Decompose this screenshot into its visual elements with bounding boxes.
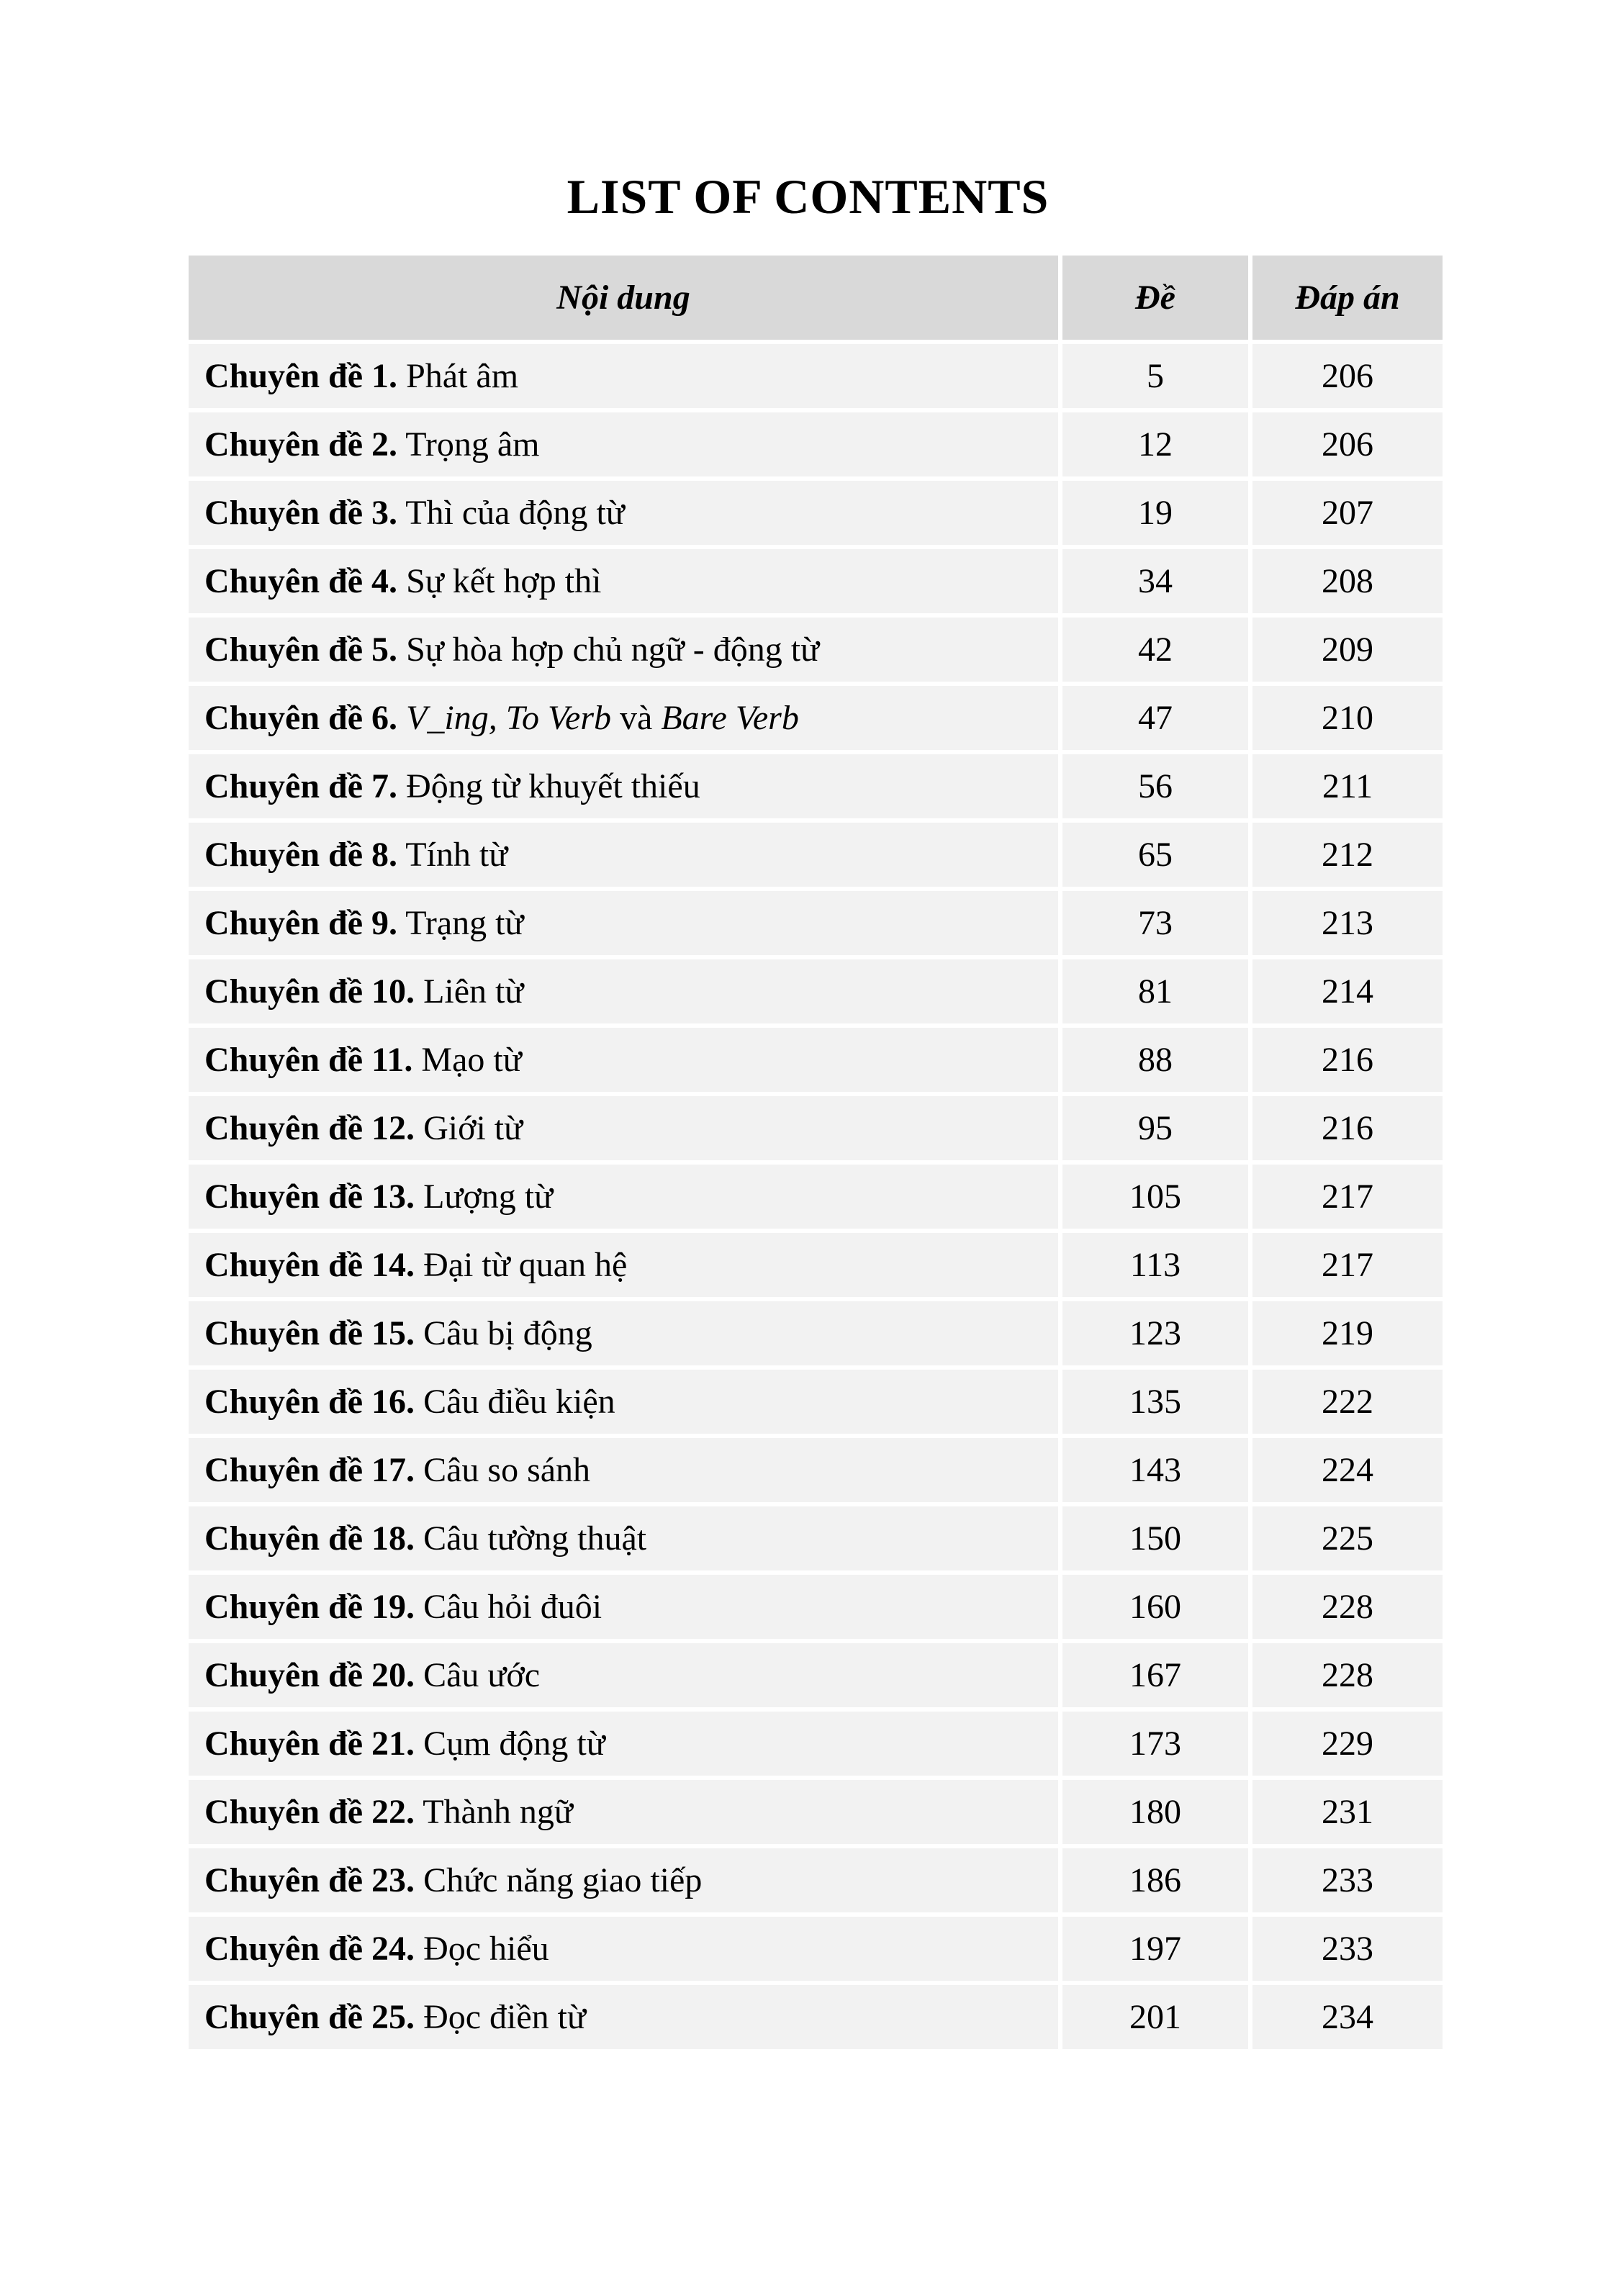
dap-an-page-cell: 219 [1252,1301,1443,1365]
topic-text: Cụm động từ [423,1725,605,1763]
topic-cell [189,412,1058,476]
de-page-cell: 19 [1062,481,1248,545]
topic-cell [189,1780,1058,1844]
de-page-cell: 186 [1062,1848,1248,1912]
header-de: Đề [1062,256,1248,340]
dap-an-page-cell: 233 [1252,1848,1443,1912]
header-noi-dung: Nội dung [189,256,1058,340]
de-page-cell: 73 [1062,891,1248,955]
topic-cell [189,1096,1058,1160]
topic-text: Trạng từ [405,904,524,942]
chapter-label: Chuyên đề 13. [204,1178,415,1216]
table-row [189,1438,1443,1502]
dap-an-page-cell: 207 [1252,481,1443,545]
de-page-cell: 113 [1062,1233,1248,1297]
dap-an-page-cell: 209 [1252,618,1443,682]
de-page-cell: 135 [1062,1370,1248,1434]
dap-an-page-cell: 228 [1252,1643,1443,1707]
dap-an-page-cell: 217 [1252,1233,1443,1297]
topic-text: Câu tường thuật [423,1519,647,1558]
topic-text: Câu điều kiện [423,1383,615,1421]
topic-cell [189,1165,1058,1229]
de-page-cell: 105 [1062,1165,1248,1229]
dap-an-page-cell: 228 [1252,1575,1443,1639]
chapter-label: Chuyên đề 4. [204,562,398,600]
topic-cell [189,959,1058,1023]
table-row [189,1165,1443,1229]
dap-an-page-cell: 229 [1252,1712,1443,1776]
de-page-cell: 95 [1062,1096,1248,1160]
topic-cell [189,1028,1058,1092]
topic-text: Lượng từ [423,1178,554,1216]
topic-cell [189,549,1058,613]
chapter-label: Chuyên đề 10. [204,972,415,1011]
de-page-cell: 88 [1062,1028,1248,1092]
table-row [189,1028,1443,1092]
topic-text: Chức năng giao tiếp [423,1861,703,1899]
de-page-cell: 65 [1062,823,1248,887]
de-page-cell: 201 [1062,1985,1248,2049]
dap-an-page-cell: 234 [1252,1985,1443,2049]
topic-text: Động từ khuyết thiếu [406,767,700,805]
table-row [189,1917,1443,1981]
chapter-label: Chuyên đề 9. [204,904,398,942]
topic-text: Mạo từ [421,1041,522,1079]
table-row [189,1301,1443,1365]
dap-an-page-cell: 211 [1252,754,1443,818]
chapter-label: Chuyên đề 7. [204,767,398,805]
chapter-label: Chuyên đề 3. [204,494,398,532]
table-row [189,618,1443,682]
table-row [189,959,1443,1023]
chapter-label: Chuyên đề 23. [204,1861,415,1899]
table-row [189,1506,1443,1570]
topic-text: Câu bị động [423,1314,592,1352]
dap-an-page-cell: 216 [1252,1028,1443,1092]
topic-text: Đọc điền từ [423,1998,587,2036]
topic-cell [189,1438,1058,1502]
topic-text: V_ing, To Verb [406,699,611,737]
table-row [189,1643,1443,1707]
chapter-label: Chuyên đề 2. [204,425,398,464]
topic-cell [189,481,1058,545]
chapter-label: Chuyên đề 5. [204,631,398,669]
topic-text: Đọc hiểu [423,1930,549,1968]
chapter-label: Chuyên đề 6. [204,699,398,737]
topic-text: Sự hòa hợp chủ ngữ - động từ [406,631,820,669]
dap-an-page-cell: 210 [1252,686,1443,750]
de-page-cell: 5 [1062,344,1248,408]
table-row [189,344,1443,408]
topic-cell [189,1643,1058,1707]
topic-text: Phát âm [406,357,519,395]
topic-text: Đại từ quan hệ [423,1246,628,1284]
chapter-label: Chuyên đề 19. [204,1588,415,1626]
dap-an-page-cell: 206 [1252,412,1443,476]
de-page-cell: 173 [1062,1712,1248,1776]
table-row [189,686,1443,750]
topic-text: Trọng âm [405,425,540,464]
dap-an-page-cell: 212 [1252,823,1443,887]
topic-cell [189,823,1058,887]
chapter-label: Chuyên đề 16. [204,1383,415,1421]
topic-cell [189,1848,1058,1912]
topic-cell [189,1575,1058,1639]
de-page-cell: 12 [1062,412,1248,476]
dap-an-page-cell: 213 [1252,891,1443,955]
topic-text: Tính từ [405,836,508,874]
table-row [189,1780,1443,1844]
header-dap-an: Đáp án [1252,256,1443,340]
chapter-label: Chuyên đề 20. [204,1656,415,1694]
de-page-cell: 34 [1062,549,1248,613]
chapter-label: Chuyên đề 17. [204,1451,415,1489]
table-row [189,1370,1443,1434]
contents-table [184,251,1447,2053]
dap-an-page-cell: 224 [1252,1438,1443,1502]
topic-cell [189,1370,1058,1434]
topic-text: Liên từ [423,972,524,1011]
chapter-label: Chuyên đề 14. [204,1246,415,1284]
chapter-label: Chuyên đề 8. [204,836,398,874]
topic-cell [189,1712,1058,1776]
topic-cell [189,754,1058,818]
table-row [189,481,1443,545]
topic-text: Bare Verb [661,699,799,737]
topic-cell [189,1506,1058,1570]
chapter-label: Chuyên đề 15. [204,1314,415,1352]
chapter-label: Chuyên đề 21. [204,1725,415,1763]
topic-text: Thì của động từ [405,494,625,532]
table-row [189,754,1443,818]
chapter-label: Chuyên đề 22. [204,1793,415,1831]
de-page-cell: 150 [1062,1506,1248,1570]
table-row [189,1712,1443,1776]
de-page-cell: 160 [1062,1575,1248,1639]
de-page-cell: 143 [1062,1438,1248,1502]
de-page-cell: 180 [1062,1780,1248,1844]
topic-cell [189,1917,1058,1981]
dap-an-page-cell: 216 [1252,1096,1443,1160]
table-row [189,1096,1443,1160]
de-page-cell: 47 [1062,686,1248,750]
table-row [189,1233,1443,1297]
dap-an-page-cell: 225 [1252,1506,1443,1570]
table-row [189,891,1443,955]
dap-an-page-cell: 208 [1252,549,1443,613]
de-page-cell: 42 [1062,618,1248,682]
dap-an-page-cell: 233 [1252,1917,1443,1981]
de-page-cell: 81 [1062,959,1248,1023]
topic-text: Sự kết hợp thì [406,562,602,600]
chapter-label: Chuyên đề 12. [204,1109,415,1147]
table-row [189,549,1443,613]
chapter-label: Chuyên đề 25. [204,1998,415,2036]
topic-text: Câu so sánh [423,1451,591,1489]
table-row [189,1985,1443,2049]
topic-cell [189,1233,1058,1297]
de-page-cell: 167 [1062,1643,1248,1707]
topic-cell [189,686,1058,750]
topic-cell [189,891,1058,955]
table-header-row [189,256,1443,340]
topic-text: Câu ước [423,1656,541,1694]
topic-text: Giới từ [423,1109,523,1147]
dap-an-page-cell: 222 [1252,1370,1443,1434]
table-row [189,1575,1443,1639]
de-page-cell: 197 [1062,1917,1248,1981]
chapter-label: Chuyên đề 24. [204,1930,415,1968]
chapter-label: Chuyên đề 11. [204,1041,413,1079]
dap-an-page-cell: 214 [1252,959,1443,1023]
table-row [189,823,1443,887]
topic-cell [189,1985,1058,2049]
topic-cell [189,618,1058,682]
chapter-label: Chuyên đề 18. [204,1519,415,1558]
topic-text: và [620,699,653,737]
de-page-cell: 123 [1062,1301,1248,1365]
topic-text: Câu hỏi đuôi [423,1588,602,1626]
topic-cell [189,344,1058,408]
table-row [189,1848,1443,1912]
dap-an-page-cell: 231 [1252,1780,1443,1844]
dap-an-page-cell: 206 [1252,344,1443,408]
page-title: LIST OF CONTENTS [566,169,1050,224]
table-row [189,412,1443,476]
topic-text: Thành ngữ [423,1793,573,1831]
topic-cell [189,1301,1058,1365]
de-page-cell: 56 [1062,754,1248,818]
dap-an-page-cell: 217 [1252,1165,1443,1229]
chapter-label: Chuyên đề 1. [204,357,398,395]
table-body [189,344,1443,2049]
